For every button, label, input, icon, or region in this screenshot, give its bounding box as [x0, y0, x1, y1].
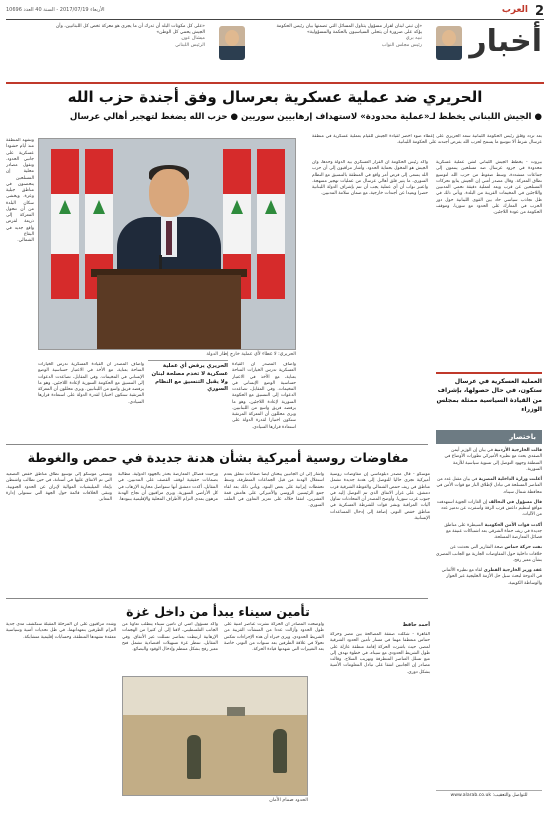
page-number: 2: [534, 4, 544, 19]
article-column: وأضاف المصدر أن القيادة العسكرية تدرس الخيارات المتاحة بعناية، مع الأخذ في الاعتبار حساسية الوضع الإنساني في المخيمات. وفي المقابل، تصاعدت الدعوات إلى التنسيق مع الحكومة السورية لإعادة اللاجئين، وهو ما يرفضه فريق واسع من اللبنانيين. ويرى محللون أن المعركة المرتقبة ستكون اختبارا لقدرة الدولة على استعادة قرارها السيادي.: [232, 362, 296, 430]
sidebar-item: [436, 448, 542, 473]
sidebar-title: باختصار: [436, 430, 542, 444]
main-subhead: ● الجيش اللبناني يخطط لـ«عملية محدودة» لاستهداف إرهابيين سوريين ● حزب الله يضغط لتهجير أهالي عرسال: [69, 112, 542, 122]
quote-name: ميشال عون: [181, 36, 205, 42]
header-divider: [6, 82, 544, 84]
main-photo: [38, 138, 296, 350]
quote-text: «إن تبني لبنان لقرار مسؤول يتناول المسائل التي تضمنها بيان رئيس الحكومة يؤكد على ضرورة أن يتحلى السياسيون بالحكمة والمسؤولية»: [276, 24, 422, 36]
sidebar-item-lead: أعلنت وزارة الداخلية المصرية: [478, 477, 542, 482]
page-top-strip: [6, 4, 544, 20]
sidebar-item-text: إن الغارات الجوية استهدفت مواقع لتنظيم داعش قرب الرقة وأسفرت عن تدمير عدد من الآليات.: [436, 499, 542, 518]
article-column: ورحبت فصائل المعارضة بحذر بالجهود الدولية، مطالبة بضمانات حقيقية لوقف القصف على المدنيين. في المقابل، أكدت دمشق أنها ستواصل محاربة الإرهاب في كل الأراضي السورية. ويرى مراقبون أن نجاح الهدنة مرهون بمدى التزام الأطراف المحلية والإقليمية ببنودها.: [118, 472, 218, 502]
photo-caption: الحريري: لا غطاء لأي عملية خارج إطار الدولة: [206, 352, 296, 357]
sidebar-item-text: لقاء مع نظيره الألماني في الدوحة لبحث سبل حل الأزمة الخليجية عبر الحوار والوساطة الكويتية.: [441, 568, 542, 586]
portrait-photo: [436, 26, 462, 60]
article-lede: بعد تردد وقلق رئيس الحكومة اللبنانية سعد الحريري على إعطاء ضوء أخضر لقيادة الجيش للقيام بعملية عسكرية في منطقة عرسال شرط ألا تتوسع ما يسمح لحزب الله بفرض أجندته على الحكومة اللبنانية.: [312, 134, 542, 146]
sidebar-item: [436, 477, 542, 496]
newspaper-logo: العرب: [501, 5, 528, 15]
sidebar-item: [436, 545, 542, 564]
article-column: وأضاف المصدر أن القيادة العسكرية تدرس الخيارات المتاحة بعناية، مع الأخذ في الاعتبار حساسية الوضع الإنساني في المخيمات. وفي المقابل، تصاعدت الدعوات إلى التنسيق مع الحكومة السورية لإعادة اللاجئين، وهو ما يرفضه فريق واسع من اللبنانيين. ويرى محللون أن المعركة المرتقبة ستكون اختبارا لقدرة الدولة على استعادة قرارها السيادي.: [38, 362, 144, 405]
sidebar-item-lead: نفت حركة حماس: [504, 545, 542, 551]
article-byline: أحمد حافظ: [402, 622, 430, 628]
border-photo: [122, 676, 308, 796]
article-column: القاهرة - شكلت صفقة المصالحة بين مصر وحركة حماس منعطفا مهما في مسار تأمين الحدود الشرقية لمصر، حيث باشرت الحركة إقامة منطقة عازلة على طول الشريط الحدودي مع سيناء، في خطوة تهدف إلى منع تسلل العناصر المتطرفة وتهريب السلاح. وقالت مصادر إن الجانبين اتفقا على تبادل المعلومات الأمنية بشكل دوري.: [330, 632, 430, 675]
sidebar-item-lead: قالت الخارجية الأردنية: [494, 448, 542, 453]
section-divider: [6, 598, 428, 599]
quote-role: رئيس مجلس النواب: [381, 42, 422, 48]
pull-quote: الحريري يرفض أي عملية عسكرية لا تخدم مصلحة لبنان ولا يقبل التنسيق مع النظام السوري: [148, 360, 228, 394]
sidebar-item-text: في بيان مقتل عدد من العناصر المسلحة في تبادل لإطلاق النار مع قوات الأمن في محافظة شمال سيناء.: [436, 477, 542, 495]
date-line: الأربعاء 2017/07/19 - السنة 40 العدد 10696: [6, 7, 105, 13]
sidebar-item-text: في بيان إن الوزير أيمن الصفدي بحث مع نظيره الأميركي تطورات الأوضاع في المنطقة وجهود التوصل إلى تسوية سياسية للأزمة السورية.: [444, 448, 542, 472]
sidebar-list: [436, 448, 542, 591]
sidebar-item: [436, 500, 542, 519]
article-column: بيروت - يخطط الجيش اللبناني لشن عملية عسكرية محدودة في جرود عرسال ضد مسلحين ينتمون إلى جماعات متشددة، وسط ضغوط من حزب الله لتوسيع نطاق المعركة. وقال مصدر أمني إن الجيش يتابع تحركات المسلحين عن قرب ويعد لعملية دقيقة تحمي المدنيين واللاجئين في المخيمات القريبة من البلدة. ويأتي ذلك في ظل تجاذب سياسي حاد بين القوى اللبنانية حول دور الحزب في المعارك على الحدود مع سوريا، وموقف الحكومة من عودة اللاجئين.: [436, 160, 542, 215]
header-quote: [55, 24, 205, 76]
section-title: أخبار: [469, 24, 542, 59]
sidebar-item-text: السيطرة على مناطق جديدة في ريف حماة الشرقي بعد اشتباكات عنيفة مع فصائل المعارضة المسلحة.: [444, 522, 542, 540]
sidebar-footer: للتواصل والتعقيب: www.alarab.co.uk: [436, 790, 542, 798]
sidebar-item-lead: قال مسؤول في التحالف: [488, 499, 542, 505]
sidebar-item-text: صحة التقارير التي تحدثت عن خلافات داخلية حول المفاوضات الجارية مع الجانب المصري بشأن معبر رفح.: [436, 545, 542, 563]
section-divider: [6, 444, 428, 445]
article-column: وأكد رئيس الحكومة أن القرار العسكري بيد الدولة وحدها، وأن الجيش هو المخول بحماية الحدود. وأشار مراقبون إلى أن حزب الله يسعى إلى فرض أمر واقع في المنطقة بالتنسيق مع النظام السوري، ما يثير قلق أهالي عرسال من عمليات تهجير ممنهجة. واعتبر نواب أن أي عملية يجب أن تتم بإشراف الدولة اللبنانية حصرا وبعيدا عن أجندات خارجية، مع ضمان سلامة المدنيين.: [312, 160, 428, 197]
main-headline: الحريري ضد عملية عسكرية بعرسال وفق أجندة حزب الله: [67, 88, 483, 106]
header-quote: [272, 24, 422, 76]
portrait-photo: [219, 26, 245, 60]
article-column: وشدد مراقبون على أن المرحلة المقبلة ستكشف مدى جدية التزام الطرفين بتعهداتهما، في ظل تحديات أمنية وسياسية معقدة تشهدها المنطقة، وحسابات إقليمية متشابكة.: [6, 622, 116, 640]
sidebar-item-lead: أكدت قوات الأمن الحكومية: [484, 522, 542, 528]
sidebar-item: [436, 568, 542, 587]
quote-text: «على كل مكونات البلد أن تدرك أن ما يجري هو معركة تخص كل اللبنانيين، وأن الجيش يحمي كل الوطن»: [55, 24, 205, 36]
article-headline: مفاوضات روسية أميركية بشأن هدنة جديدة في حمص والغوطة: [27, 450, 409, 465]
photo-caption: الحدود صمام الأمان: [269, 798, 308, 803]
article-headline: تأمين سيناء يبدأ من داخل غزة: [126, 604, 310, 619]
article-column: وأشار إلى أن الجانبين يبحثان أيضا ضمانات تتعلق بعدم استغلال الهدنة من قبل الجماعات المتطرفة، وسط تحفظات إيرانية على بعض البنود. ويأتي ذلك بعد لقاء جمع الرئيسين الروسي والأميركي على هامش قمة العشرين، اتفقا خلاله على تعزيز التعاون في الملف السوري.: [224, 472, 324, 509]
article-column: وأوضحت المصادر أن الحركة نشرت عناصر أمنية على طول الحدود وأزالت عددا من المنشآت القريبة من الشريط الحدودي. ويرى خبراء أن هذه الإجراءات تعكس تحولا في علاقة الطرفين بعد سنوات من التوتر، خاصة بعد التغييرات التي شهدتها قيادة الحركة.: [224, 622, 324, 652]
quote-role: الرئيس اللبناني: [175, 42, 205, 48]
highlight-blurb: العملية العسكرية في عرسال ستكون، في حال حصولها، بإشراف من القيادة السياسية ممثلة بمجلس الوزراء: [436, 372, 542, 414]
article-column: وتسعى موسكو إلى توسيع نطاق مناطق خفض التصعيد التي تم الاتفاق عليها في أستانة، في حين تطالب واشنطن بإبعاد الميليشيات الموالية لإيران عن الحدود الجنوبية. وتبقى الخلافات قائمة حول الجهة التي ستتولى إدارة المعابر.: [6, 472, 112, 502]
quote-name: نبيه بري: [405, 36, 422, 42]
sidebar-item: [436, 523, 542, 542]
sidebar-item-lead: عقد وزير الخارجية القطري: [483, 568, 542, 573]
article-column: وأكد مسؤول أمني أن تأمين سيناء يتطلب تعاونا من الجانب الفلسطيني، لافتا إلى أن كثيرا من الهجمات الإرهابية ارتبطت بعناصر تسللت عبر الأنفاق. وفي المقابل، تنتظر غزة تسهيلات اقتصادية تشمل فتح معبر رفح بشكل منتظم وإدخال الوقود والبضائع.: [122, 622, 218, 652]
article-column: موسكو - قال مصدر دبلوماسي إن مفاوضات روسية أميركية تجري حاليا للتوصل إلى هدنة جديدة تشمل مناطق في ريف حمص الشمالي والغوطة الشرقية قرب دمشق، على غرار الاتفاق الذي تم التوصل إليه في جنوب غرب سوريا. وأوضح المصدر أن المحادثات تتناول آليات المراقبة ونشر قوات للشرطة العسكرية في مناطق خفض التوتر، إضافة إلى إدخال المساعدات الإنسانية.: [330, 472, 430, 521]
article-column: وتشهد المنطقة منذ أيام حشودا عسكرية على جانبي الحدود. وتقول مصادر محلية إن المسلحين يتحصنون في مناطق جبلية وعرة. ويخشى سكان البلدة من أن تتحول المعركة إلى ذريعة لفرض واقع جديد في البقاع الشمالي.: [6, 138, 34, 243]
